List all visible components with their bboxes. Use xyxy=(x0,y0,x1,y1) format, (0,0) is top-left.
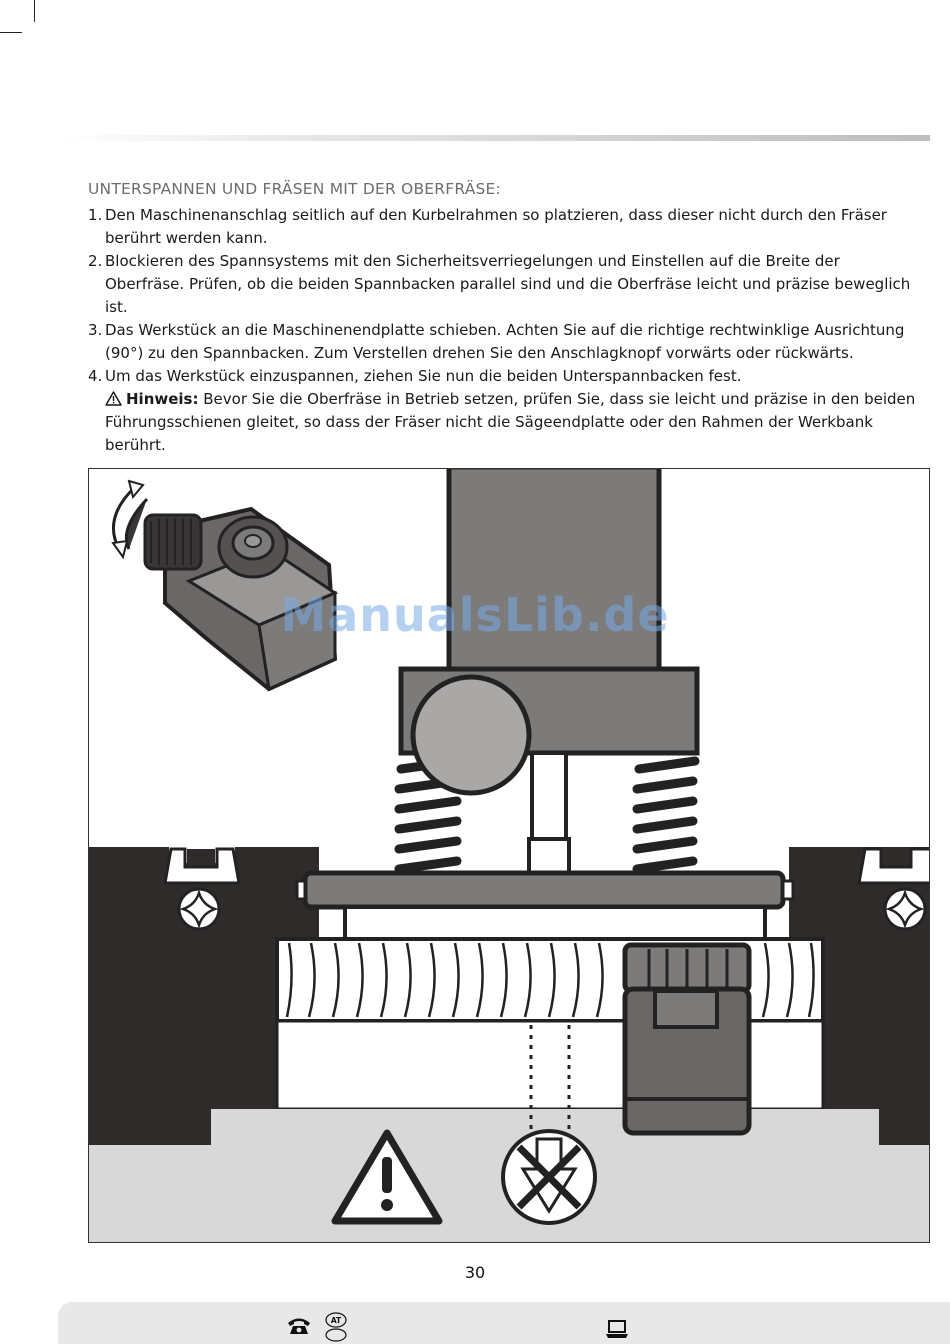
note-label: Hinweis: xyxy=(126,390,199,408)
step-text: Um das Werkstück einzuspannen, ziehen Sie nun die beiden Unterspannbacken fest. xyxy=(105,367,742,385)
section-title: UNTERSPANNEN UND FRÄSEN MIT DER OBERFRÄSE: xyxy=(88,180,501,198)
screw-left xyxy=(179,889,219,929)
country-code-badge xyxy=(325,1312,347,1342)
country-code-text: AT xyxy=(330,1316,342,1325)
clamp-neck xyxy=(655,991,717,1027)
step-number: 4. xyxy=(88,367,103,385)
header-rule xyxy=(58,135,930,141)
router-base-plate xyxy=(305,873,783,907)
crop-mark-horizontal xyxy=(0,32,22,33)
step-text: Den Maschinenanschlag seitlich auf den Kurbelrahmen so platzieren, dass dieser nicht durch den Fräser berührt werden kann. xyxy=(105,206,887,247)
safety-note xyxy=(105,388,920,457)
screw-right xyxy=(885,889,925,929)
step-text: Blockieren des Spannsystems mit den Sicherheitsverriegelungen und Einstellen auf die Breite der Oberfräse. Prüfen, ob die beiden Spannbacken parallel sind und die Oberfräse leicht und präzise beweglich ist. xyxy=(105,252,911,316)
warning-triangle-icon xyxy=(105,391,122,406)
step-item xyxy=(88,319,920,365)
step-number: 2. xyxy=(88,252,103,270)
page-number: 30 xyxy=(464,1263,486,1282)
step-text: Das Werkstück an die Maschinenendplatte schieben. Achten Sie auf die richtige rechtwinklige Ausrichtung (90°) zu den Spannbacken. Zum Verstellen drehen Sie den Anschlagknopf vorwärts oder rückwärts. xyxy=(105,321,905,362)
instruction-steps xyxy=(88,204,920,457)
spring-right xyxy=(637,761,695,869)
router-knob xyxy=(413,677,529,793)
inset-adjustment-knob xyxy=(113,481,335,689)
step-item xyxy=(88,204,920,250)
step-number: 3. xyxy=(88,321,103,339)
collet xyxy=(532,753,566,843)
telephone-icon xyxy=(286,1316,312,1336)
technical-illustration xyxy=(88,468,930,1243)
laptop-icon xyxy=(604,1318,630,1340)
prohibited-symbol-icon xyxy=(503,1131,595,1223)
step-item xyxy=(88,250,920,319)
crop-mark-vertical xyxy=(34,0,35,22)
router-shaft xyxy=(449,469,659,669)
footer-bar xyxy=(58,1302,950,1344)
base-gap xyxy=(345,907,765,939)
step-number: 1. xyxy=(88,206,103,224)
router-clamping-diagram xyxy=(89,469,930,1243)
note-text: Bevor Sie die Oberfräse in Betrieb setzen, prüfen Sie, dass sie leicht und präzise in den beiden Führungsschienen gleitet, so dass der Fräser nicht die Sägeendplatte oder den Rahmen der Werkbank berührt. xyxy=(105,390,916,454)
step-item xyxy=(88,365,920,457)
watermark: ManualsLib.de xyxy=(280,588,670,642)
